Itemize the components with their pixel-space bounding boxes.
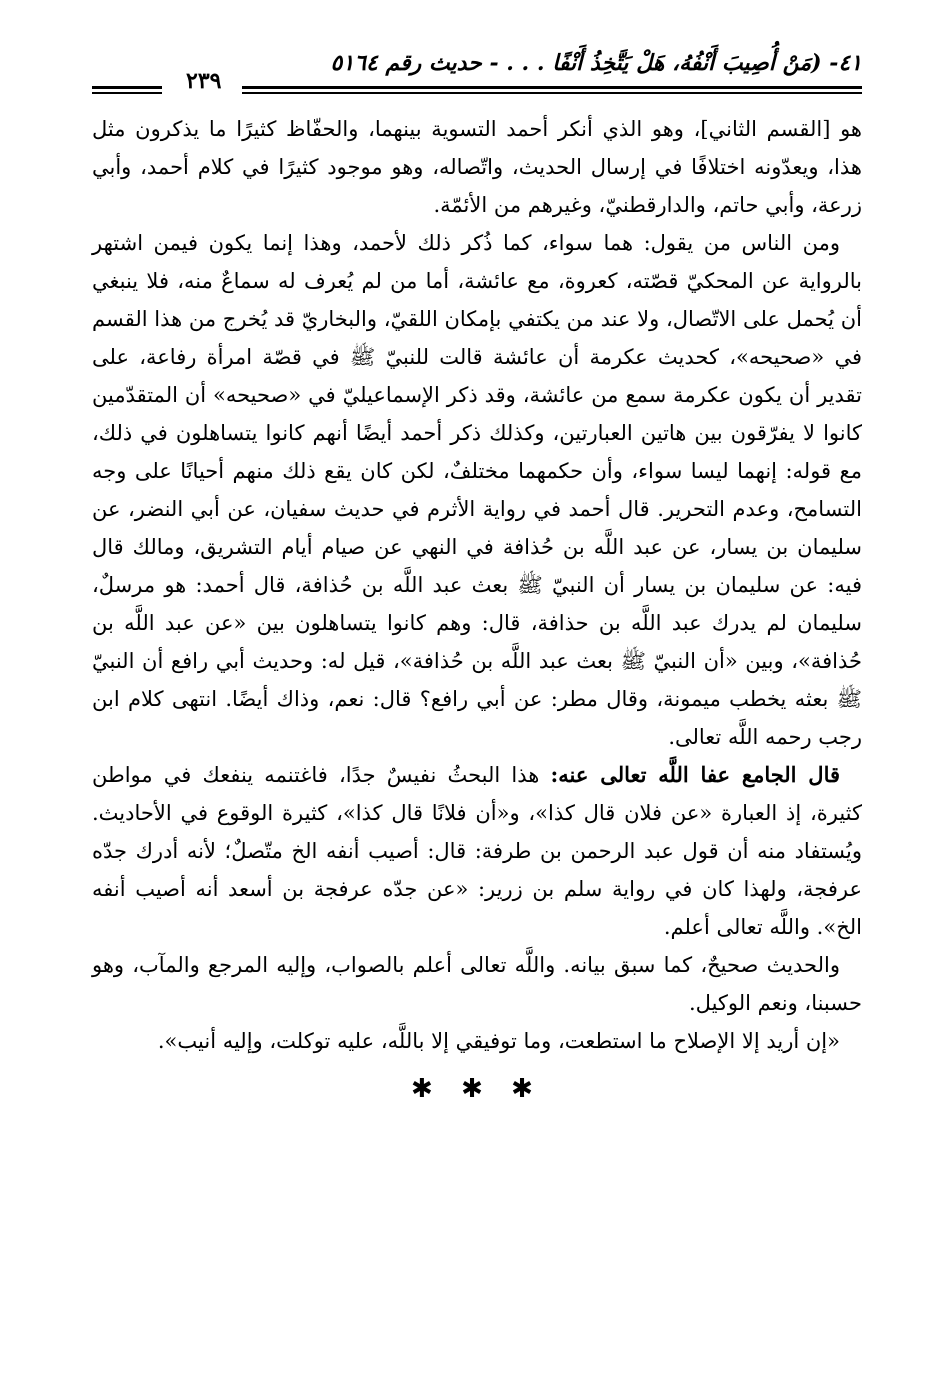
page xyxy=(92,48,862,1104)
paragraph-lead: قال الجامع عفا اللَّه تعالى عنه: xyxy=(550,762,841,787)
paragraph-3: قال الجامع عفا اللَّه تعالى عنه: هذا البحثُ نفيسٌ جدًا، فاغتنمه ينفعك في مواطن كثيرة، إذ العبارة «عن فلان قال كذا»، و«أن فلانًا قال كذا»، كثيرة الوقوع في الأحاديث. ويُستفاد منه أن قول عبد الرحمن بن طرفة: قال: أصيب أنفه الخ متّصلٌ؛ لأنه أدرك جدّه عرفجة، ولهذا كان في رواية سلم بن زرير: «عن جدّه عرفجة بن أسعد أنه أصيب أنفه الخ». واللَّه تعالى أعلم. xyxy=(92,762,862,939)
running-title: ٤١- (مَنْ أُصِيبَ أَنْفُهُ، هَلْ يَتَّخِذُ أَنْفًا . . . - حديث رقم ٥١٦٤ xyxy=(330,50,862,76)
section-ornament: ✱ ✱ ✱ xyxy=(411,1074,543,1104)
rule-left xyxy=(92,86,162,97)
body-text xyxy=(92,110,862,1060)
paragraph-2: ومن الناس من يقول: هما سواء، كما ذُكر ذلك لأحمد، وهذا إنما يكون فيمن اشتهر بالرواية عن المحكيّ قصّته، كعروة، مع عائشة، أما من لم يُعرف له سماعٌ منه، فلا ينبغي أن يُحمل على الاتّصال، ولا عند من يكتفي بإمكان اللقيّ، والبخاريّ قد يُخرج من هذا القسم في «صحيحه»، كحديث عكرمة أن عائشة قالت للنبيّ ﷺ في قصّة امرأة رفاعة، على تقدير أن يكون عكرمة سمع من عائشة، وقد ذكر الإسماعيليّ في «صحيحه» أن المتقدّمين كانوا لا يفرّقون بين هاتين العبارتين، وكذلك ذكر أحمد أيضًا أنهم كانوا يتساهلون في ذلك، مع قوله: إنهما ليسا سواء، وأن حكمهما مختلفٌ، لكن كان يقع ذلك منهم أحيانًا على وجه التسامح، وعدم التحرير. قال أحمد في رواية الأثرم في حديث سفيان، عن أبي النضر، عن سليمان بن يسار، عن عبد اللَّه بن حُذافة في النهي عن صيام أيام التشريق، ومالك قال فيه: عن سليمان بن يسار أن النبيّ ﷺ بعث عبد اللَّه بن حُذافة، قال أحمد: هو مرسلٌ، سليمان لم يدرك عبد اللَّه بن حذافة، قال: وهم كانوا يتساهلون بين «عن عبد اللَّه بن حُذافة»، وبين «أن النبيّ ﷺ بعث عبد اللَّه بن حُذافة»، قيل له: وحديث أبي رافع أن النبيّ ﷺ بعثه يخطب ميمونة، وقال مطر: عن أبي رافع؟ قال: نعم، وذاك أيضًا. انتهى كلام ابن رجب رحمه اللَّه تعالى. xyxy=(92,231,862,749)
header-rule xyxy=(92,68,862,104)
paragraph-1: هو [القسم الثاني]، وهو الذي أنكر أحمد التسوية بينهما، والحفّاظ كثيرًا ما يذكرون مثل هذا، ويعدّونه اختلافًا في إرسال الحديث، واتّصاله، وهو موجود كثيرًا في كلام أحمد، وأبي زرعة، وأبي حاتم، والدارقطنيّ، وغيرهم من الأئمّة. xyxy=(92,117,863,217)
page-number: ٢٣٩ xyxy=(180,68,227,94)
rule-right xyxy=(242,86,862,97)
paragraph-4: والحديث صحيحٌ، كما سبق بيانه. واللَّه تعالى أعلم بالصواب، وإليه المرجع والمآب، وهو حسبنا، ونعم الوكيل. xyxy=(92,953,862,1015)
paragraph-5: «إن أريد إلا الإصلاح ما استطعت، وما توفيقي إلا باللَّه، عليه توكلت، وإليه أنيب». xyxy=(157,1029,840,1053)
